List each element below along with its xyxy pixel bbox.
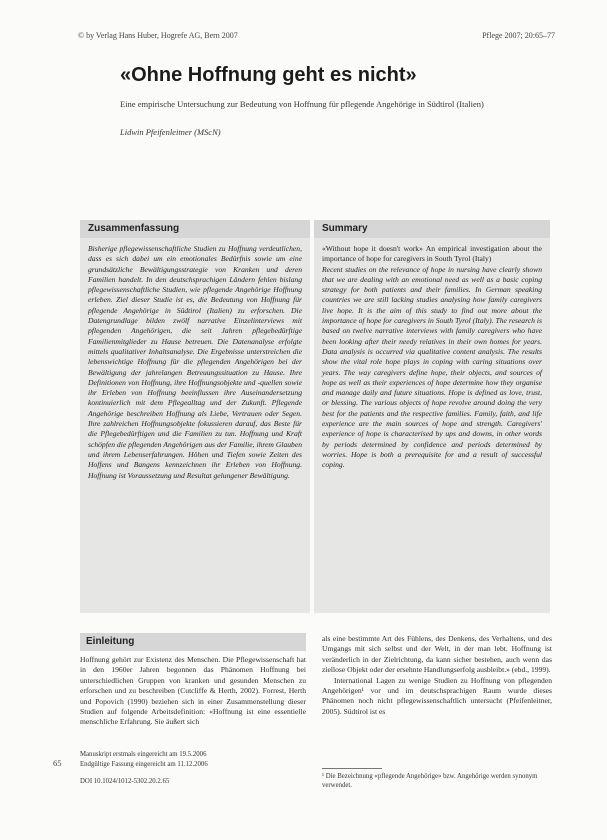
article-title: «Ohne Hoffnung geht es nicht» (120, 64, 417, 86)
body-column-right (322, 634, 552, 717)
einleitung-heading: Einleitung (80, 633, 306, 651)
summary-title: «Without hope it doesn't work» An empirical investigation about the importance of hope for caregivers in South Tyrol (Italy) (322, 244, 542, 264)
footnote-rule (322, 768, 382, 769)
zusammenfassung-box (80, 238, 310, 613)
journal-copyright: © by Verlag Hans Huber, Hogrefe AG, Bern 2007 (78, 31, 238, 40)
received-date: Manuskript erstmals eingereicht am 19.5.2006 (80, 751, 207, 758)
body-column-left (80, 655, 306, 728)
article-subtitle: Eine empirische Untersuchung zur Bedeutung von Hoffnung für pflegende Angehörige in Südtirol (Italien) (120, 99, 484, 109)
accepted-date: Endgültige Fassung eingereicht am 11.12.2006 (80, 761, 208, 768)
summary-text: Recent studies on the relevance of hope in nursing have clearly shown that we are dealing with an emotional need as well as a basic coping strategy for both patients and their families. In German speaking countries we are still lacking studies analysing how family caregivers live hope. It is the aim of this study to find out more about the importance of hope for caregivers in South Tyrol (Italy). The research is based on twelve narrative interviews with family caregivers who have been looking after their needy relatives in their own homes for years. Data analysis is occurred via qualitative content analysis. The results show the vital role hope plays in coping with caring situations over years. The way caregivers define hope, their objects, and sources of hope as well as their experiences of hope determine how they organise and manage daily and future situations. Hope is defined as love, trust, or blessing. The various objects of hope revolve around doing the very best for the patients and the respective families. Family, faith, and life experience are the main sources of hope and strength. Caregivers' experience of hope is characterised by ups and downs, in other words by periods determined by confidence and periods determined by worries. Hope is both a prerequisite for and a result of successful coping. (322, 264, 542, 470)
page-number: 65 (53, 758, 62, 768)
summary-heading: Summary (314, 220, 550, 238)
einleitung-paragraph-1: Hoffnung gehört zur Existenz des Menschen. Die Pflegewissenschaft hat in den 1960er Jahren begonnen das Phänomen Hoffnung bei unterschiedlichen Gruppen von kranken und gesunden Menschen zu erforschen und zu beschreiben (Cutcliffe & Herth, 2002). Forrest, Herth und Popovich (1990) beziehen sich in einer Zusammenstellung dieser Studien auf folgende Arbeitsdefinition: «Hoffnung ist eine essentielle menschliche Erfahrung. Sie äußert sich (80, 655, 306, 727)
einleitung-paragraph-2: als eine bestimmte Art des Fühlens, des Denkens, des Verhaltens, und des Umgangs mit sich selbst und der Welt, in der man lebt. Hoffnung ist veränderlich in der Zielrichtung, da kann sicher bestehen, auch wenn das ziellose Objekt oder der ersehnte Handlungserfolg ausbleibt.» (ebd., 1999). (322, 634, 552, 675)
zusammenfassung-text: Bisherige pflegewissenschaftliche Studien zu Hoffnung verdeutlichen, dass es sich dabei um ein emotionales Bedürfnis sowie um eine grundsätzliche Bewältigungsstrategie von Kranken und deren Familien handelt. In den deutschsprachigen Ländern fehlen bislang pflegewissenschaftliche Studien, wie pflegende Angehörige Hoffnung erleben. Ziel dieser Studie ist es, die Bedeutung von Hoffnung für pflegende Angehörige in Südtirol (Italien) zu erforschen. Die Datengrundlage bilden zwölf narrative Einzelinterviews mit pflegenden Angehörigen, die seit Jahren pflegebedürftige Familienmitglieder zu Hause betreuen. Die Datenanalyse erfolgte mittels qualitativer Inhaltsanalyse. Die Ergebnisse unterstreichen die lebenswichtige Hoffnung für die pflegenden Angehörigen bei der Bewältigung der jahrelangen Betreuungssituation zu Hause. Ihre Definitionen von Hoffnung, ihre Hoffnungsobjekte und -quellen sowie ihr Erleben von Hoffnung beeinflussen ihre Auseinandersetzung kontinuierlich mit dem Pflegealltag und der Zukunft. Pflegende Angehörige beschreiben Hoffnung als Liebe, Vertrauen oder Segen. Ihre zahlreichen Hoffnungsobjekte fokussieren darauf, das Beste für die Pflegebedürftigen und die Familien zu tun. Hoffnung und Kraft schöpfen die pflegenden Angehörigen aus der Familie, ihrem Glauben und ihrem Lebenserfahrungen. Höhen und Tiefen sowie Zeiten des Hoffens und Bangens kennzeichnen ihr Erleben von Hoffnung. Hoffnung ist Voraussetzung und Resultat gelungener Bewältigung. (88, 244, 302, 480)
journal-citation: Pflege 2007; 20:65–77 (482, 31, 555, 40)
summary-box (314, 238, 550, 613)
zusammenfassung-heading: Zusammenfassung (80, 220, 310, 238)
footnote: ¹ Die Bezeichnung «pflegende Angehörige» bzw. Angehörige werden synonym verwendet. (322, 773, 538, 789)
einleitung-paragraph-3: International Lagen zu wenige Studien zu Hoffnung von pflegenden Angehörigen¹ vor und im deutschsprachigen Raum wurde dieses Phänomen noch nicht pflegewissenschaftlich untersucht (Pfeifenleitner, 2005). Südtirol ist es (322, 675, 552, 716)
article-author: Lidwin Pfeifenleitner (MScN) (120, 127, 221, 137)
doi: DOI 10.1024/1012-5302.20.2.65 (80, 778, 170, 785)
